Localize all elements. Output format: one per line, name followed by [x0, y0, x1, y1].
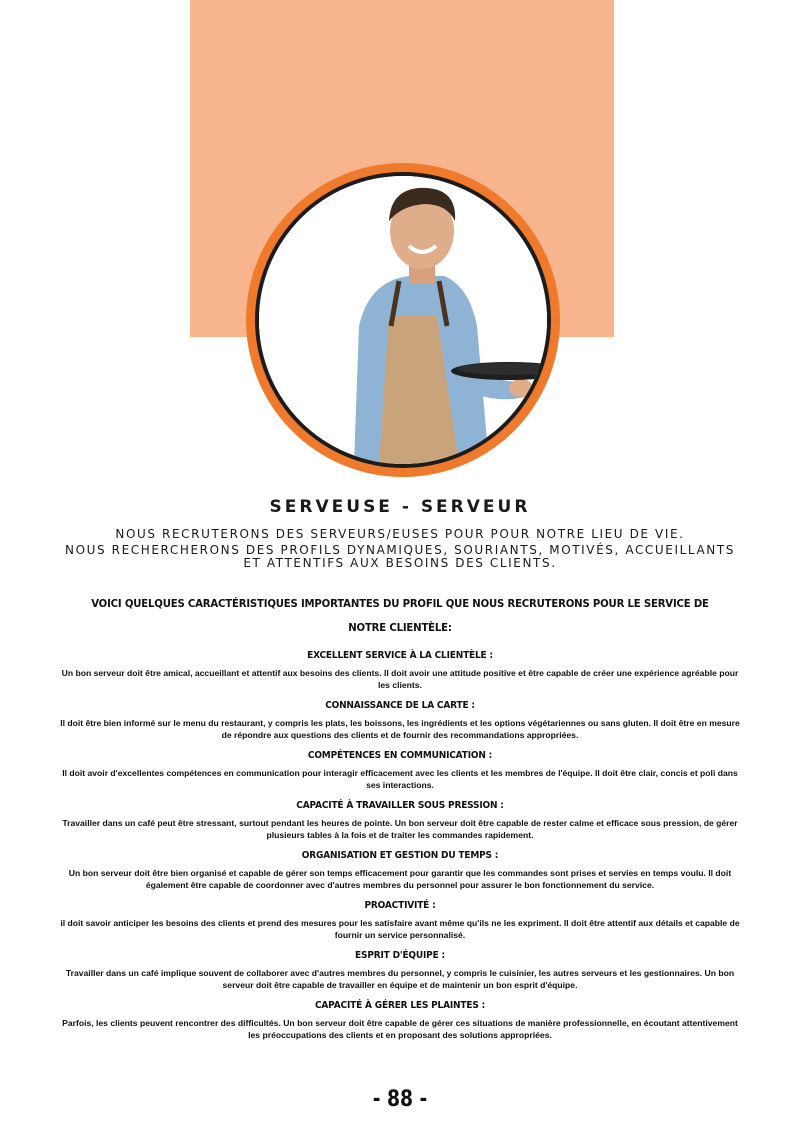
intro-line: NOUS RECRUTERONS DES SERVEURS/EUSES POUR POUR NOTRE LIEU DE VIE.	[115, 527, 685, 541]
trait-item	[58, 899, 742, 941]
trait-title: CAPACITÉ À GÉRER LES PLAINTES :	[314, 1000, 486, 1011]
intro-line: NOUS RECHERCHERONS DES PROFILS DYNAMIQUES, SOURIANTS, MOTIVÉS, ACCUEILLANTS ET ATTENTIFS AUX BESOINS DES CLIENTS.	[65, 543, 735, 570]
trait-item	[58, 699, 742, 741]
trait-item	[58, 949, 742, 991]
waiter-photo	[259, 176, 547, 464]
trait-item	[58, 799, 742, 841]
trait-description: Un bon serveur doit être bien organisé et capable de gérer son temps efficacement pour garantir que les commandes sont prises et servies en temps voulu. Il doit également être capable de coordonner avec d'autres membres du personnel pour assurer le bon fonctionnement du service.	[68, 868, 732, 890]
trait-description: Il doit être bien informé sur le menu du restaurant, y compris les plats, les boissons, les ingrédients et les options végétariennes ou sans gluten. Il doit être en mesure de répondre aux questions des clients et de fournir des recommandations appropriées.	[60, 718, 740, 740]
trait-title: ORGANISATION ET GESTION DU TEMPS :	[301, 850, 499, 861]
trait-item	[58, 999, 742, 1041]
trait-list	[58, 649, 742, 1049]
trait-title: CAPACITÉ À TRAVAILLER SOUS PRESSION :	[296, 800, 504, 811]
trait-description: Un bon serveur doit être amical, accueillant et attentif aux besoins des clients. Il doit avoir une attitude positive et être capable de créer une expérience agréable pour les clients.	[61, 668, 739, 690]
trait-description: Parfois, les clients peuvent rencontrer des difficultés. Un bon serveur doit être capable de gérer ces situations de manière professionnelle, en écoutant attentivement les préoccupations des clients et en proposant des solutions appropriées.	[62, 1018, 738, 1040]
trait-title: CONNAISSANCE DE LA CARTE :	[325, 700, 475, 711]
trait-title: ESPRIT D'ÉQUIPE :	[355, 950, 445, 961]
trait-item	[58, 649, 742, 691]
trait-title: PROACTIVITÉ :	[364, 900, 436, 911]
trait-description: il doit savoir anticiper les besoins des clients et prend des mesures pour les satisfaire avant même qu'ils ne les expriment. Il doit être attentif aux détails et capable de fournir un service personnalisé.	[60, 918, 740, 940]
page-number: - 88 -	[372, 1087, 428, 1112]
trait-title: COMPÉTENCES EN COMMUNICATION :	[307, 750, 493, 761]
trait-description: Il doit avoir d'excellentes compétences en communication pour interagir efficacement avec les clients et les membres de l'équipe. Il doit être clair, concis et poli dans ses interactions.	[62, 768, 738, 790]
trait-item	[58, 849, 742, 891]
trait-title: EXCELLENT SERVICE À LA CLIENTÈLE :	[307, 650, 493, 661]
intro-text	[60, 528, 740, 573]
portrait-frame	[246, 163, 560, 477]
trait-item	[58, 749, 742, 791]
trait-description: Travailler dans un café peut être stressant, surtout pendant les heures de pointe. Un bon serveur doit être capable de rester calme et efficace sous pression, de gérer plusieurs tables à la fois et de traiter les commandes rapidement.	[62, 818, 738, 840]
portrait-inner-ring	[255, 172, 551, 468]
trait-description: Travailler dans un café implique souvent de collaborer avec d'autres membres du personnel, y compris le cuisinier, les autres serveurs et les gestionnaires. Un bon serveur doit être capable de travailler en équipe et de maintenir un bon esprit d'équipe.	[65, 968, 735, 990]
section-heading: VOICI QUELQUES CARACTÉRISTIQUES IMPORTANTES DU PROFIL QUE NOUS RECRUTERONS POUR LE SERVICE DE NOTRE CLIENTÈLE:	[91, 597, 709, 634]
waiter-illustration	[259, 176, 547, 464]
page-title: SERVEUSE - SERVEUR	[269, 497, 531, 517]
